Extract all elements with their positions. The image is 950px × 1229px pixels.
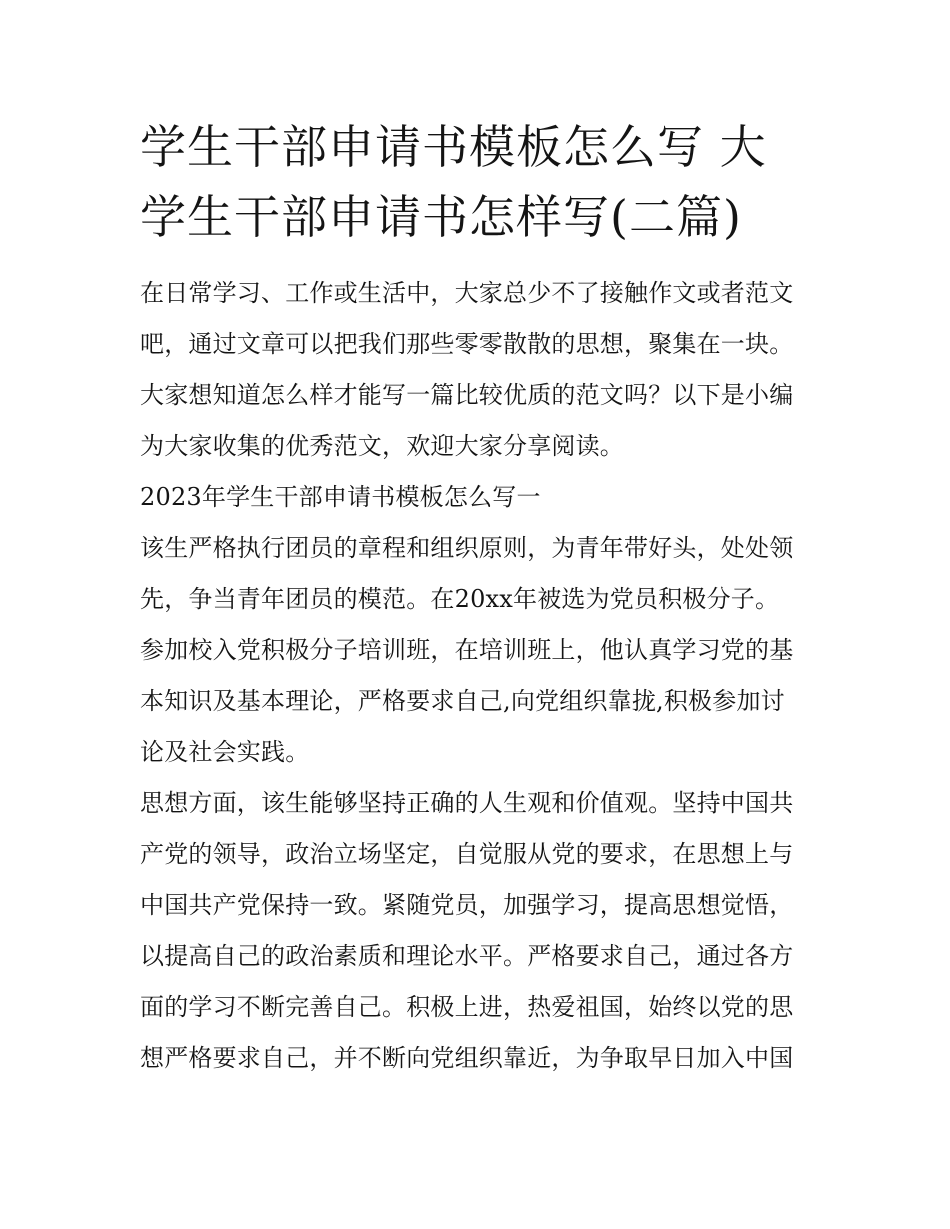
section-paragraph-1 bbox=[140, 523, 812, 778]
document-title bbox=[140, 112, 812, 252]
paragraph-line: 本知识及基本理论，严格要求自己,向党组织靠拢,积极参加讨 bbox=[140, 687, 785, 715]
intro-line: 为大家收集的优秀范文，欢迎大家分享阅读。 bbox=[140, 432, 624, 460]
paragraph-line: 以提高自己的政治素质和理论水平。严格要求自己，通过各方 bbox=[140, 942, 794, 970]
paragraph-line: 该生严格执行团员的章程和组织原则，为青年带好头，处处领 bbox=[140, 534, 794, 562]
document-page bbox=[140, 112, 812, 1084]
intro-line: 大家想知道怎么样才能写一篇比较优质的范文吗？以下是小编 bbox=[140, 381, 794, 409]
section-heading: 2023年学生干部申请书模板怎么写一 bbox=[140, 483, 541, 511]
paragraph-line: 中国共产党保持一致。紧随党员，加强学习，提高思想觉悟， bbox=[140, 891, 794, 919]
paragraph-line: 想严格要求自己，并不断向党组织靠近，为争取早日加入中国 bbox=[140, 1044, 794, 1072]
section-paragraph-2 bbox=[140, 778, 812, 1084]
intro-line: 吧，通过文章可以把我们那些零零散散的思想，聚集在一块。 bbox=[140, 330, 794, 358]
title-line: 学生干部申请书模板怎么写 大 bbox=[140, 120, 767, 174]
paragraph-line: 论及社会实践。 bbox=[140, 738, 310, 766]
paragraph-line: 参加校入党积极分子培训班，在培训班上，他认真学习党的基 bbox=[140, 636, 794, 664]
paragraph-line: 产党的领导，政治立场坚定，自觉服从党的要求，在思想上与 bbox=[140, 840, 794, 868]
title-line: 学生干部申请书怎样写(二篇) bbox=[140, 190, 742, 244]
paragraph-line: 面的学习不断完善自己。积极上进，热爱祖国，始终以党的思 bbox=[140, 993, 794, 1021]
paragraph-line: 思想方面，该生能够坚持正确的人生观和价值观。坚持中国共 bbox=[140, 789, 794, 817]
intro-paragraph bbox=[140, 268, 812, 472]
paragraph-line: 先，争当青年团员的模范。在20xx年被选为党员积极分子。 bbox=[140, 585, 780, 613]
intro-line: 在日常学习、工作或生活中，大家总少不了接触作文或者范文 bbox=[140, 279, 794, 307]
document-body bbox=[140, 268, 812, 1084]
